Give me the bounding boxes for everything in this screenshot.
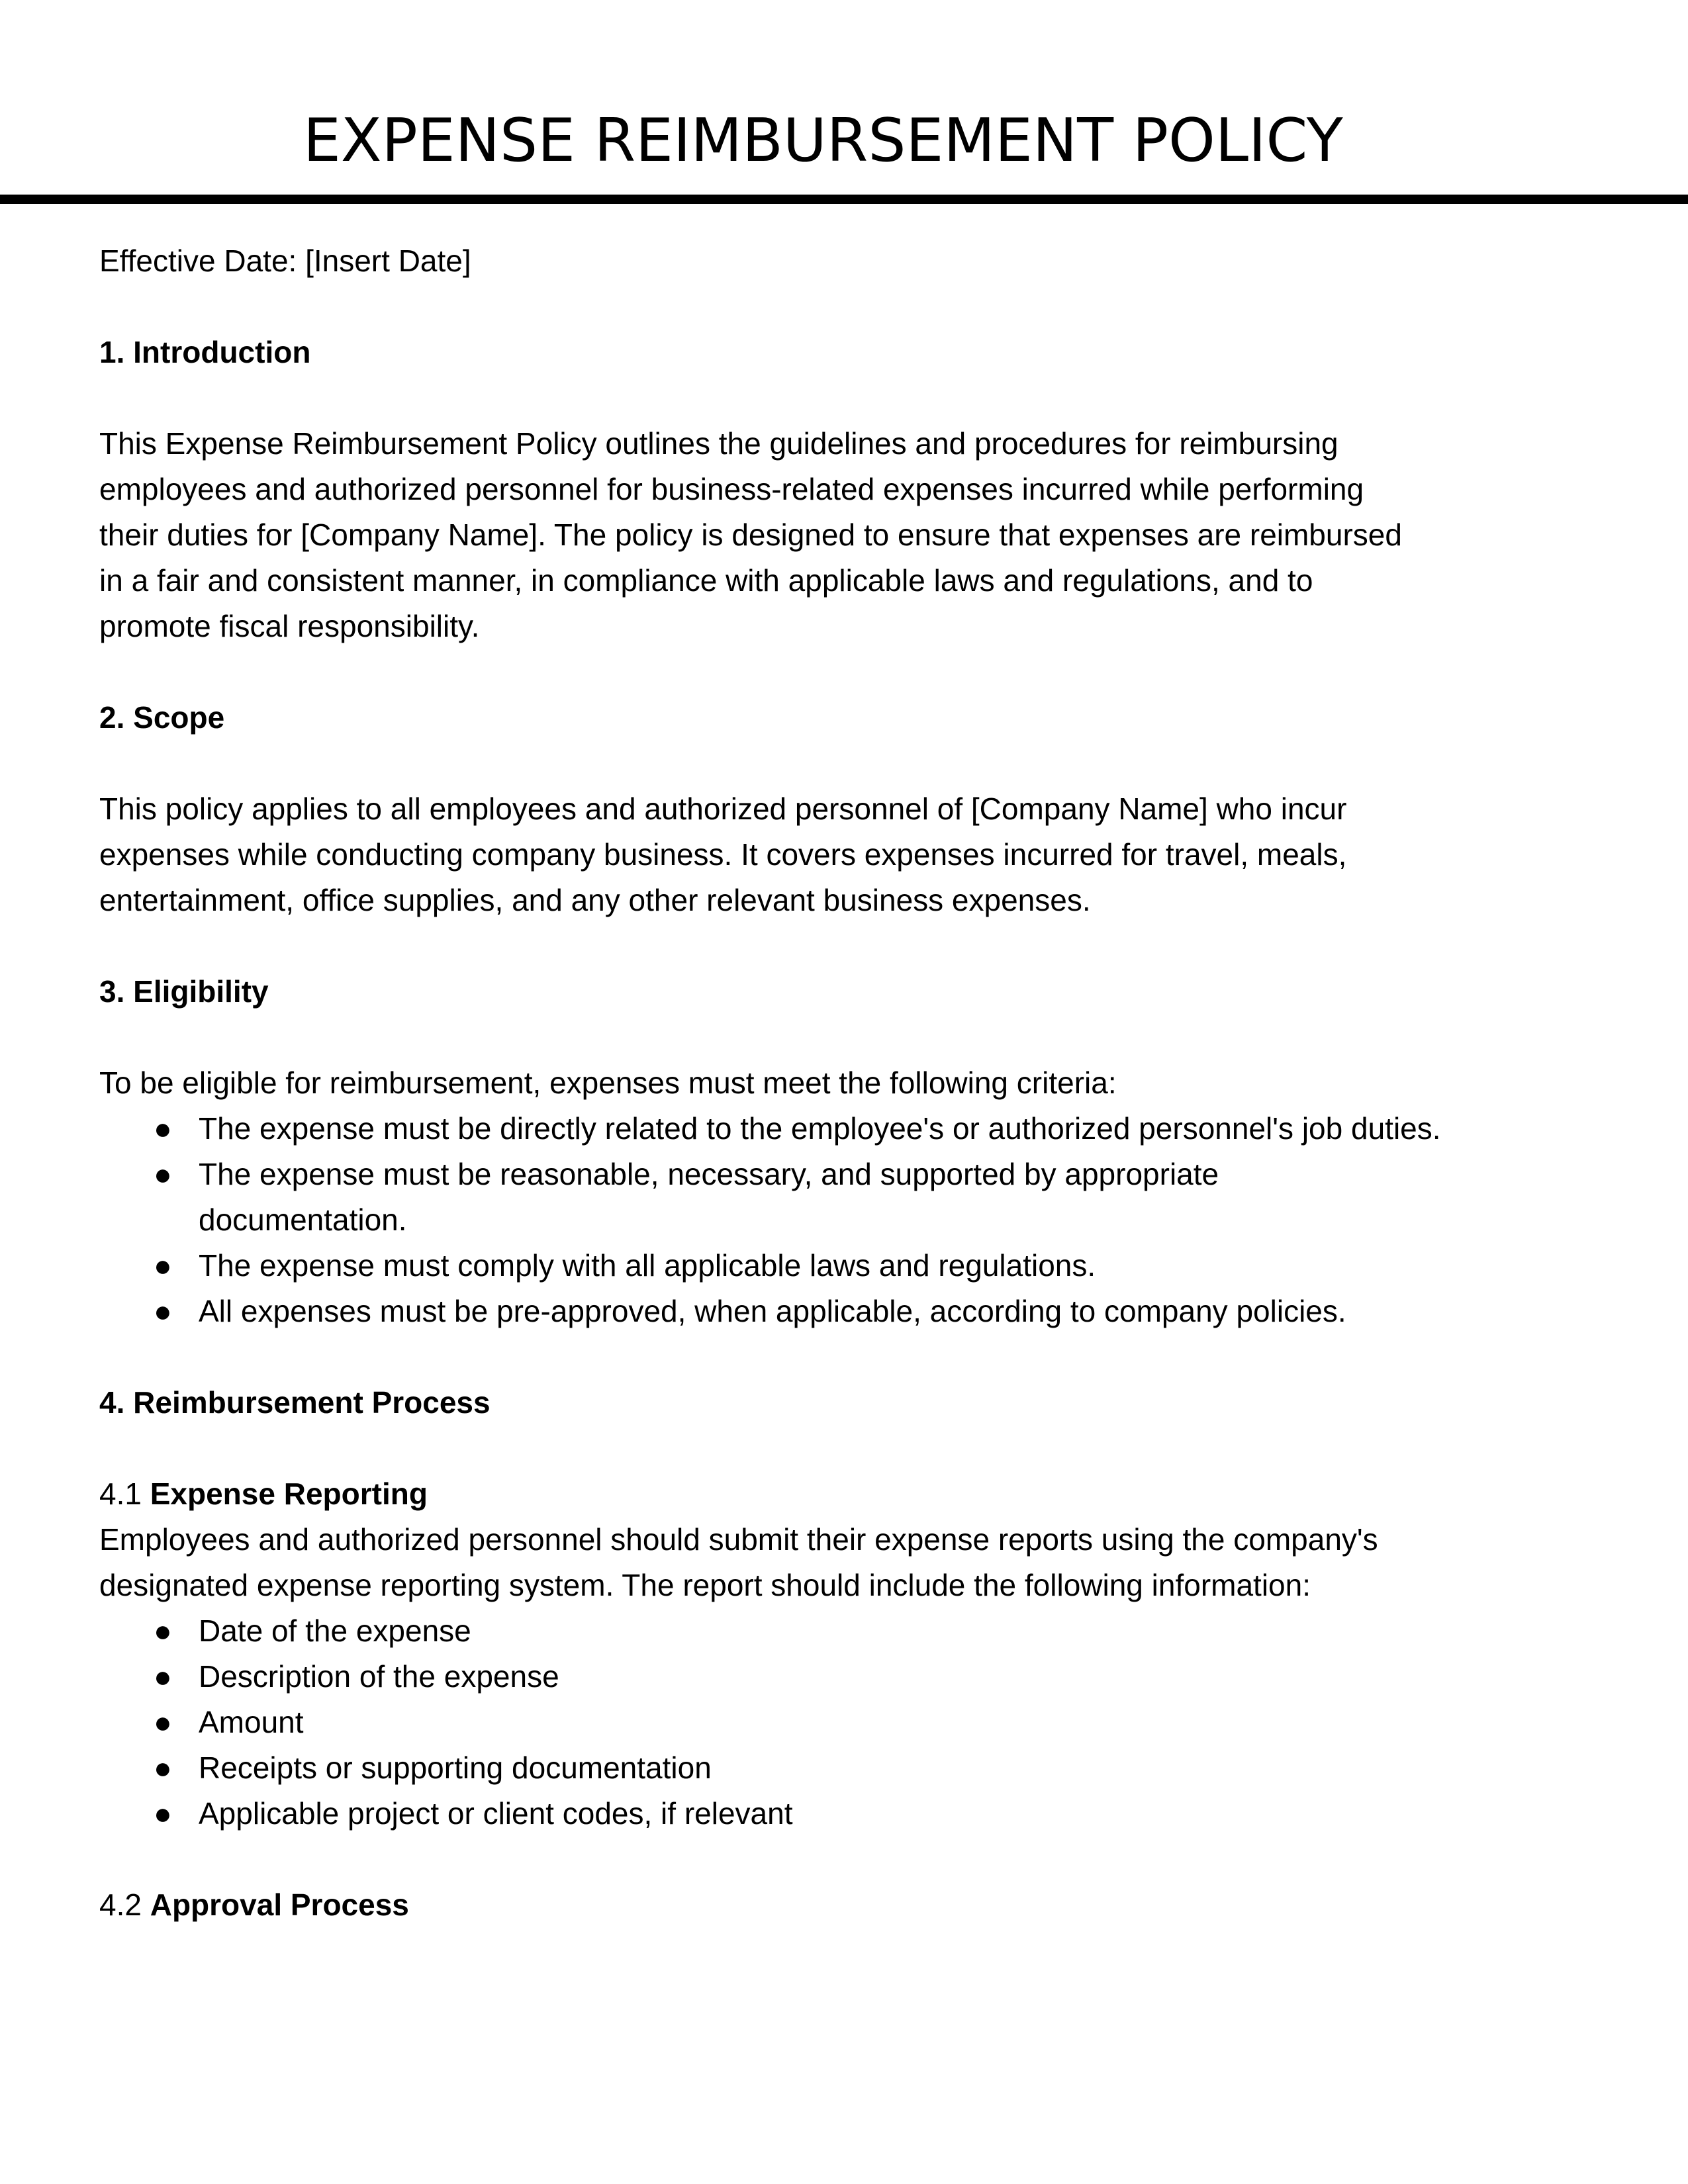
subsection-heading-expense-reporting [99, 1471, 1595, 1517]
text-line: expenses while conducting company business. It covers expenses incurred for travel, meals, [99, 837, 1347, 872]
list-item [99, 1106, 1595, 1152]
list-item-text: The expense must comply with all applicable laws and regulations. [199, 1248, 1096, 1283]
bullet-icon: ● [154, 1614, 172, 1648]
section-heading-eligibility: 3. Eligibility [99, 974, 269, 1009]
text-line: their duties for [Company Name]. The policy is designed to ensure that expenses are reimbursed [99, 518, 1402, 552]
list-item-text: documentation. [199, 1203, 407, 1237]
list-item [99, 1700, 1595, 1745]
document-title: EXPENSE REIMBURSEMENT POLICY [303, 106, 1343, 175]
list-item [99, 1745, 1595, 1791]
bullet-icon: ● [154, 1111, 172, 1146]
subsection-title: Expense Reporting [150, 1477, 428, 1511]
bullet-icon: ● [154, 1248, 172, 1283]
expense-report-fields-list [99, 1608, 1595, 1837]
subsection-number: 4.1 [99, 1477, 150, 1511]
subsection-number: 4.2 [99, 1888, 150, 1922]
bullet-icon: ● [154, 1157, 172, 1191]
text-line: designated expense reporting system. The report should include the following information: [99, 1568, 1311, 1602]
bullet-icon: ● [154, 1659, 172, 1694]
section-heading-scope: 2. Scope [99, 700, 225, 735]
list-item-text: The expense must be directly related to the employee's or authorized personnel's job duties. [199, 1111, 1441, 1146]
eligibility-lead: To be eligible for reimbursement, expenses must meet the following criteria: [99, 1066, 1117, 1100]
list-item-text: The expense must be reasonable, necessary, and supported by appropriate [199, 1157, 1219, 1191]
introduction-paragraph [99, 421, 1595, 649]
list-item-text: Applicable project or client codes, if relevant [199, 1796, 793, 1831]
list-item-text: Description of the expense [199, 1659, 559, 1694]
list-item-text: Receipts or supporting documentation [199, 1751, 712, 1785]
text-line: Employees and authorized personnel should submit their expense reports using the company's [99, 1522, 1378, 1557]
text-line: in a fair and consistent manner, in compliance with applicable laws and regulations, and to [99, 563, 1313, 598]
text-line: entertainment, office supplies, and any other relevant business expenses. [99, 883, 1091, 917]
list-item [99, 1152, 1595, 1243]
title-divider [0, 195, 1688, 204]
bullet-icon: ● [154, 1796, 172, 1831]
list-item-text: Date of the expense [199, 1614, 471, 1648]
eligibility-criteria-list [99, 1106, 1595, 1334]
bullet-icon: ● [154, 1294, 172, 1328]
document-body [99, 238, 1595, 1928]
section-heading-reimbursement-process: 4. Reimbursement Process [99, 1385, 491, 1420]
list-item [99, 1654, 1595, 1700]
text-line: promote fiscal responsibility. [99, 609, 480, 643]
section-heading-introduction: 1. Introduction [99, 335, 311, 369]
subsection-heading-approval-process [99, 1882, 1595, 1928]
list-item [99, 1243, 1595, 1289]
bullet-icon: ● [154, 1705, 172, 1739]
text-line: This Expense Reimbursement Policy outlines the guidelines and procedures for reimbursing [99, 426, 1338, 461]
list-item [99, 1289, 1595, 1334]
list-item-text: All expenses must be pre-approved, when applicable, according to company policies. [199, 1294, 1346, 1328]
text-line: This policy applies to all employees and authorized personnel of [Company Name] who incur [99, 792, 1347, 826]
expense-reporting-paragraph [99, 1517, 1595, 1608]
list-item [99, 1608, 1595, 1654]
text-line: employees and authorized personnel for business-related expenses incurred while performing [99, 472, 1364, 506]
list-item-text: Amount [199, 1705, 304, 1739]
scope-paragraph [99, 786, 1595, 923]
list-item [99, 1791, 1595, 1837]
subsection-title: Approval Process [150, 1888, 409, 1922]
bullet-icon: ● [154, 1751, 172, 1785]
effective-date: Effective Date: [Insert Date] [99, 244, 471, 278]
